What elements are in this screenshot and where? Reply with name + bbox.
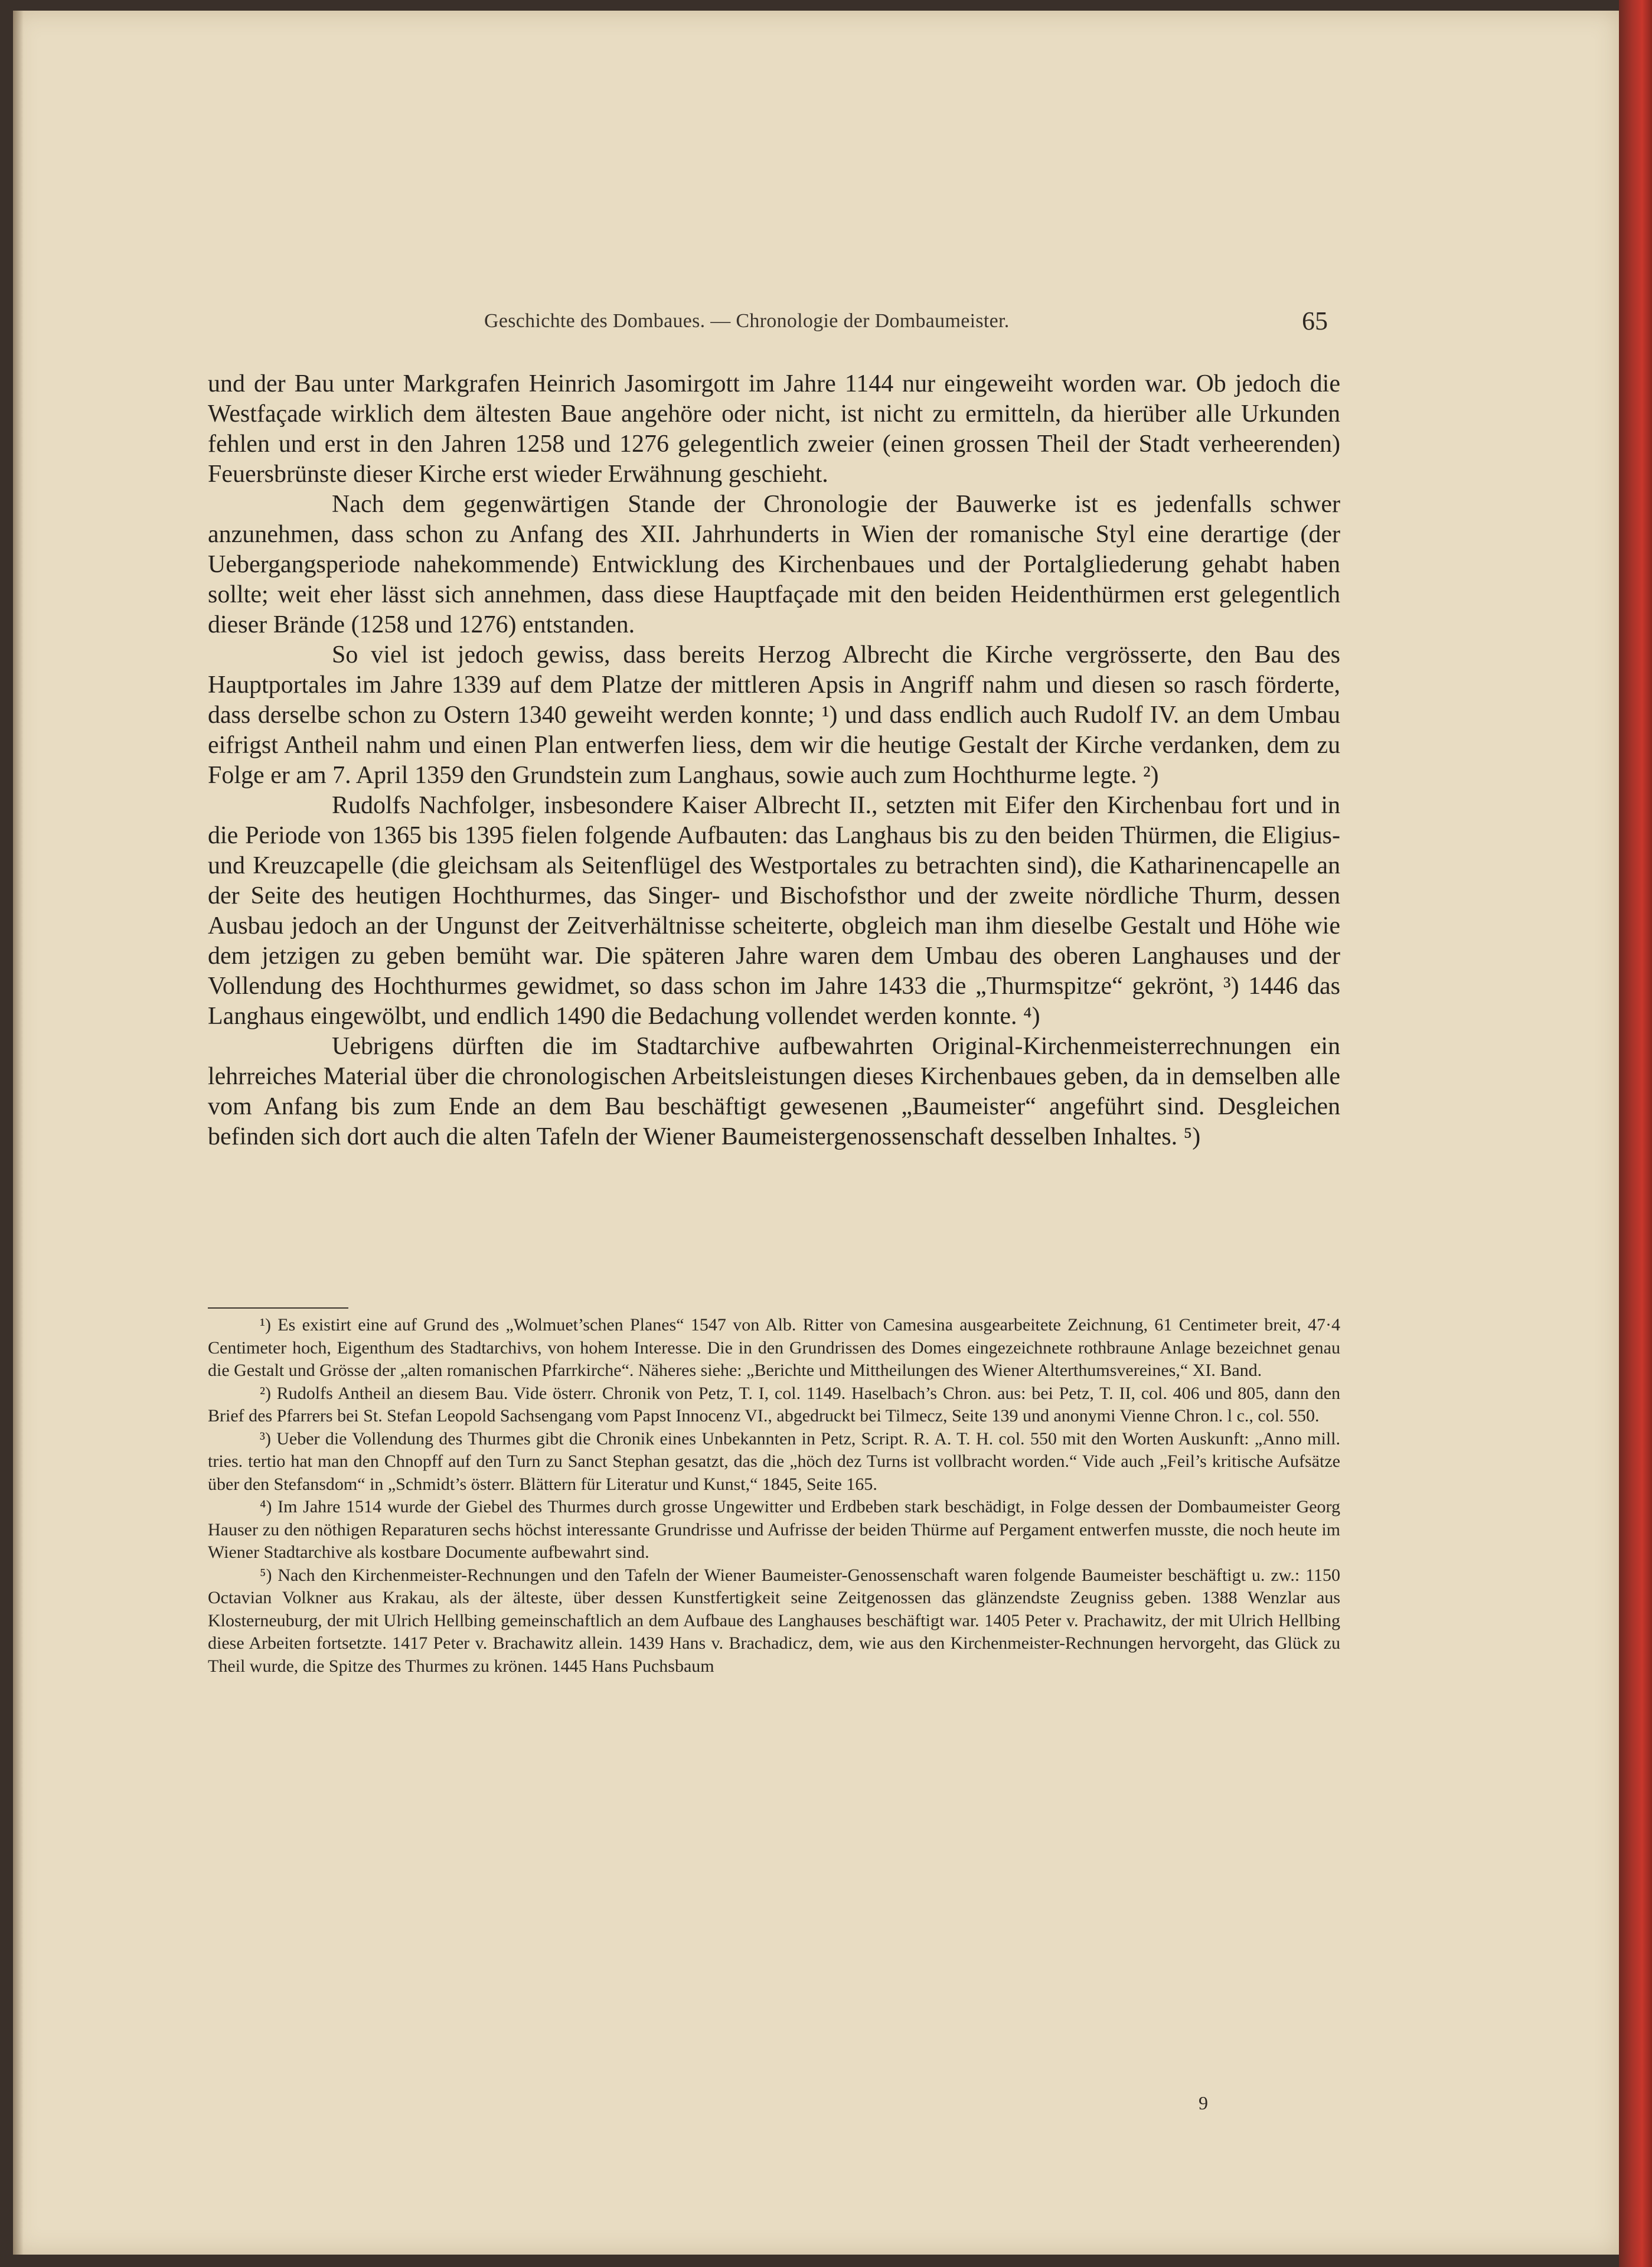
paragraph: Uebrigens dürften die im Stadtarchive aufbewahrten Original-Kirchenmeisterrechnungen ein lehrreiches Material über die chronologischen Arbeitsleistungen dieses Kirchenbaues geben, da in demselben alle vom Anfang bis zum Ende an dem Bau beschäftigt gewesenen „Baumeister“ angeführt sind. Desgleichen befinden sich dort auch die alten Tafeln der Wiener Baumeistergenossenschaft desselben Inhaltes. ⁵): [208, 1033, 1340, 1150]
footnote: ²) Rudolfs Antheil an diesem Bau. Vide österr. Chronik von Petz, T. I, col. 1149. Haselbach’s Chron. aus: bei Petz, T. II, col. 406 und 805, dann den Brief des Pfarrers bei St. Stefan Leopold Sachsengang vom Papst Innocenz VI., abgedruckt bei Tilmecz, Seite 139 und anonymi Vienne Chron. l c., col. 550.: [208, 1383, 1340, 1426]
footnote: ⁴) Im Jahre 1514 wurde der Giebel des Thurmes durch grosse Ungewitter und Erdbeben stark beschädigt, in Folge dessen der Dombaumeister Georg Hauser zu den nöthigen Reparaturen sechs höchst interessante Grundrisse und Aufrisse der beiden Thürme auf Pergament entwerfen musste, die noch heute im Wiener Stadtarchive als kostbare Documente aufbewahrt sind.: [208, 1497, 1340, 1562]
printer-signature-mark: 9: [1199, 2092, 1208, 2113]
page-number: 65: [1302, 306, 1328, 335]
paragraph: Rudolfs Nachfolger, insbesondere Kaiser Albrecht II., setzten mit Eifer den Kirchenbau fort und in die Periode von 1365 bis 1395 fielen folgende Aufbauten: das Langhaus bis zu den beiden Thürmen, die Eligius- und Kreuzcapelle (die gleichsam als Seitenflügel des Westportales zu betrachten sind), die Katharinencapelle an der Seite des heutigen Hochthurmes, das Singer- und Bischofsthor und der zweite nördliche Thurm, dessen Ausbau jedoch an der Ungunst der Zeitverhältnisse scheiterte, obgleich man ihm dieselbe Gestalt und Höhe wie dem jetzigen zu geben bemüht war. Die späteren Jahre waren dem Umbau des oberen Langhauses und der Vollendung des Hochthurmes gewidmet, so dass schon im Jahre 1433 die „Thurmspitze“ gekrönt, ³) 1446 das Langhaus eingewölbt, und endlich 1490 die Bedachung vollendet werden konnte. ⁴): [208, 792, 1340, 1030]
footnote: ⁵) Nach den Kirchenmeister-Rechnungen und den Tafeln der Wiener Baumeister-Genossenschaft waren folgende Baumeister beschäftigt u. zw.: 1150 Octavian Volkner aus Krakau, als der älteste, über dessen Kunstfertigkeit seine Zeitgenossen das glänzendste Zeugniss geben. 1388 Wenzlar aus Klosterneuburg, der mit Ulrich Hellbing gemeinschaftlich an dem Aufbaue des Langhauses beschäftigt war. 1405 Peter v. Prachawitz, der mit Ulrich Hellbing diese Arbeiten fortsetzte. 1417 Peter v. Brachawitz allein. 1439 Hans v. Brachadicz, dem, wie aus den Kirchenmeister-Rechnungen hervorgeht, das Glück zu Theil wurde, die Spitze des Thurmes zu krönen. 1445 Hans Puchsbaum: [208, 1565, 1340, 1676]
footnotes: [208, 1314, 1340, 1678]
body-text: [208, 369, 1340, 1152]
paragraph: Nach dem gegenwärtigen Stande der Chronologie der Bauwerke ist es jedenfalls schwer anzunehmen, dass schon zu Anfang des XII. Jahrhunderts in Wien der romanische Styl eine derartige (der Uebergangsperiode nahekommende) Entwicklung des Kirchenbaues und der Portalgliederung gehabt haben sollte; weit eher lässt sich annehmen, dass diese Hauptfaçade mit den beiden Heidenthürmen erst gelegentlich dieser Brände (1258 und 1276) entstanden.: [208, 491, 1340, 638]
paragraph: und der Bau unter Markgrafen Heinrich Jasomirgott im Jahre 1144 nur eingeweiht worden war. Ob jedoch die Westfaçade wirklich dem ältesten Baue angehöre oder nicht, ist nicht zu ermitteln, da hierüber alle Urkunden fehlen und erst in den Jahren 1258 und 1276 gelegentlich zweier (einen grossen Theil der Stadt verheerenden) Feuersbrünste dieser Kirche erst wieder Erwähnung geschieht.: [208, 370, 1340, 488]
footnote-divider: [208, 1307, 348, 1309]
page-gutter-shadow: [13, 11, 24, 2255]
footnote: ¹) Es existirt eine auf Grund des „Wolmuet’schen Planes“ 1547 von Alb. Ritter von Camesina ausgearbeitete Zeichnung, 61 Centimeter breit, 47·4 Centimeter hoch, Eigenthum des Stadtarchivs, von hohem Interesse. Die in den Grundrissen des Domes eingezeichnete rothbraune Anlage bezeichnet genau die Gestalt und Grösse der „alten romanischen Pfarrkirche“. Näheres siehe: „Berichte und Mittheilungen des Wiener Alterthumsvereines,“ XI. Band.: [208, 1315, 1340, 1380]
footnote: ³) Ueber die Vollendung des Thurmes gibt die Chronik eines Unbekannten in Petz, Script. R. A. T. H. col. 550 mit den Worten Auskunft: „Anno mill. tries. tertio hat man den Chnopff auf den Turn zu Sanct Stephan gesatzt, das die „höch dez Turns ist vollbracht worden.“ Vide auch „Feil’s kritische Aufsätze über den Stefansdom“ in „Schmidt’s österr. Blättern für Literatur und Kunst,“ 1845, Seite 165.: [208, 1428, 1340, 1494]
running-head: Geschichte des Dombaues. — Chronologie der Dombaumeister.: [484, 310, 1010, 332]
red-page-edge: [1619, 0, 1652, 2267]
paragraph: So viel ist jedoch gewiss, dass bereits Herzog Albrecht die Kirche vergrösserte, den Bau des Hauptportales im Jahre 1339 auf dem Platze der mittleren Apsis in Angriff nahm und diesen so rasch förderte, dass derselbe schon zu Ostern 1340 geweiht werden konnte; ¹) und dass endlich auch Rudolf IV. an dem Umbau eifrigst Antheil nahm und einen Plan entwerfen liess, dem wir die heutige Gestalt der Kirche verdanken, dem zu Folge er am 7. April 1359 den Grundstein zum Langhaus, sowie auch zum Hochthurme legte. ²): [208, 641, 1340, 789]
